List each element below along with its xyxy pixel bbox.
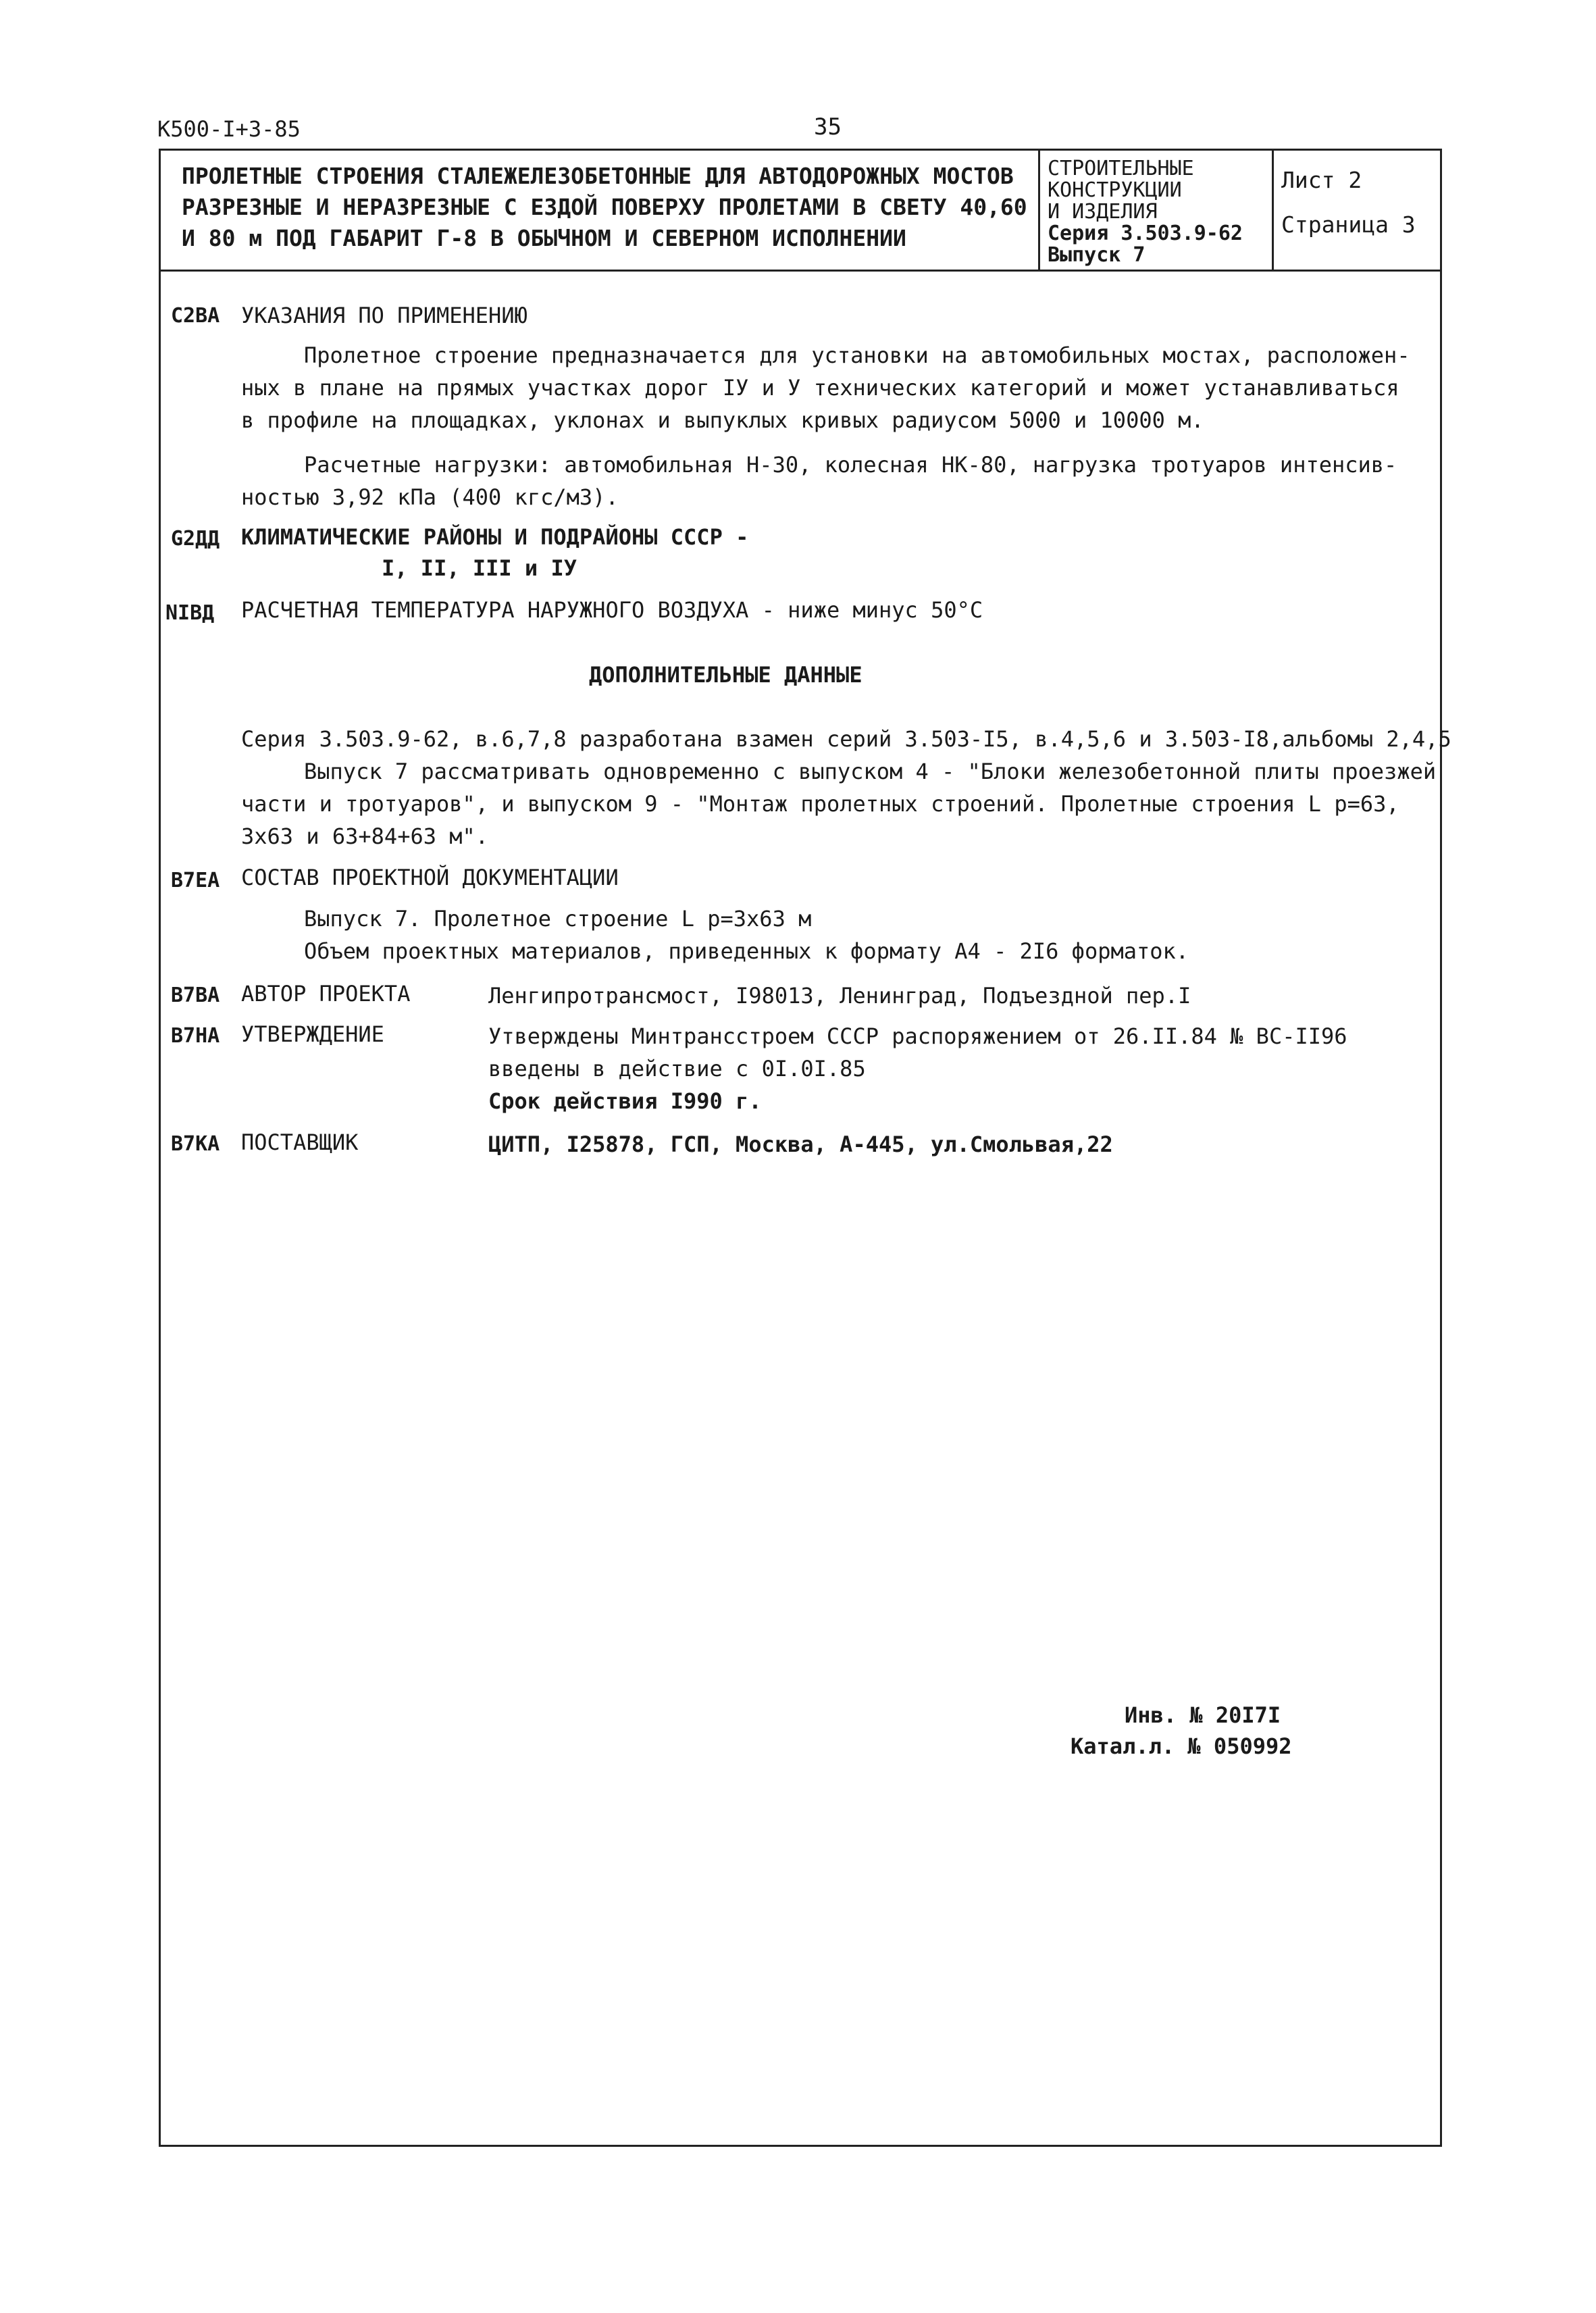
approval-line: Утверждены Минтрансстроем СССР распоряжением от 26.II.84 № ВС-II96 <box>488 1023 1347 1049</box>
temperature-text: РАСЧЕТНАЯ ТЕМПЕРАТУРА НАРУЖНОГО ВОЗДУХА - ниже минус 50°С <box>241 597 983 623</box>
title-line: И 80 м ПОД ГАБАРИТ Г-8 В ОБЫЧНОМ И СЕВЕРНОМ ИСПОЛНЕНИИ <box>182 225 906 251</box>
title-divider <box>1038 149 1040 272</box>
climate-heading: КЛИМАТИЧЕСКИЕ РАЙОНЫ И ПОДРАЙОНЫ СССР - <box>241 524 749 550</box>
section-code: В7НА <box>171 1024 220 1048</box>
issue-line: Выпуск 7 <box>1048 243 1145 267</box>
category-line: СТРОИТЕЛЬНЫЕ <box>1048 157 1194 180</box>
series-line: Серия 3.503.9-62 <box>1048 222 1243 245</box>
catalog-number: Катал.л. № 050992 <box>1071 1733 1292 1759</box>
author-value: Ленгипротрансмост, I98013, Ленинград, Подъездной пер.I <box>488 983 1191 1009</box>
application-paragraph: в профиле на площадках, уклонах и выпуклых кривых радиусом 5000 и 10000 м. <box>241 407 1204 433</box>
approval-label: УТВЕРЖДЕНИЕ <box>241 1021 384 1047</box>
category-line: КОНСТРУКЦИИ <box>1048 178 1182 202</box>
application-paragraph: ных в плане на прямых участках дорог IУ и У технических категорий и может устанавливаться <box>241 375 1399 401</box>
approval-line: Срок действия I990 г. <box>488 1088 762 1114</box>
section-code: В7КА <box>171 1132 220 1156</box>
title-line: РАЗРЕЗНЫЕ И НЕРАЗРЕЗНЫЕ С ЕЗДОЙ ПОВЕРХУ ПРОЛЕТАМИ В СВЕТУ 40,60 <box>182 194 1027 220</box>
sheet-block <box>1281 158 1416 247</box>
category-block <box>1048 158 1243 266</box>
section-code: В7ЕА <box>171 869 220 892</box>
supplier-label: ПОСТАВЩИК <box>241 1129 359 1155</box>
loads-paragraph: ностью 3,92 кПа (400 кгс/м3). <box>241 484 619 510</box>
document-code: К500-I+3-85 <box>157 116 301 142</box>
loads-paragraph: Расчетные нагрузки: автомобильная Н-30, колесная НК-80, нагрузка тротуаров интенсив- <box>304 452 1397 478</box>
title-block <box>159 149 1442 272</box>
section-code: G2ДД <box>171 527 220 551</box>
application-heading: УКАЗАНИЯ ПО ПРИМЕНЕНИЮ <box>241 303 527 328</box>
section-code: В7ВА <box>171 984 220 1007</box>
page-number: 35 <box>814 113 842 141</box>
application-paragraph: Пролетное строение предназначается для установки на автомобильных мостах, расположен- <box>304 342 1410 368</box>
author-label: АВТОР ПРОЕКТА <box>241 981 411 1007</box>
additional-line: Выпуск 7 рассматривать одновременно с выпуском 4 - "Блоки железобетонной плиты проезжей <box>304 759 1437 784</box>
supplier-value: ЦИТП, I25878, ГСП, Москва, А-445, ул.Смольвая,22 <box>488 1132 1113 1157</box>
sheet-page: Страница 3 <box>1281 211 1416 238</box>
composition-line: Выпуск 7. Пролетное строение L р=3х63 м <box>304 906 812 932</box>
composition-line: Объем проектных материалов, приведенных к формату А4 - 2I6 форматок. <box>304 938 1189 964</box>
additional-line: 3х63 и 63+84+63 м". <box>241 823 489 849</box>
document-title <box>182 161 1027 254</box>
title-divider <box>1272 149 1274 272</box>
sheet-number: Лист 2 <box>1281 167 1362 193</box>
category-line: И ИЗДЕЛИЯ <box>1048 200 1158 224</box>
climate-value: I, II, III и IУ <box>382 555 577 581</box>
additional-line: части и тротуаров", и выпуском 9 - "Монтаж пролетных строений. Пролетные строения L р=63, <box>241 791 1399 817</box>
composition-heading: СОСТАВ ПРОЕКТНОЙ ДОКУМЕНТАЦИИ <box>241 865 619 890</box>
additional-heading: ДОПОЛНИТЕЛЬНЫЕ ДАННЫЕ <box>589 662 863 688</box>
inventory-number: Инв. № 20I7I <box>1125 1702 1281 1728</box>
approval-line: введены в действие с 0I.0I.85 <box>488 1056 866 1082</box>
additional-line: Серия 3.503.9-62, в.6,7,8 разработана взамен серий 3.503-I5, в.4,5,6 и 3.503-I8,альбомы 2,4,5 <box>241 726 1451 752</box>
section-code: NIВД <box>165 601 215 625</box>
section-code: С2ВА <box>171 304 220 328</box>
title-line: ПРОЛЕТНЫЕ СТРОЕНИЯ СТАЛЕЖЕЛЕЗОБЕТОННЫЕ ДЛЯ АВТОДОРОЖНЫХ МОСТОВ <box>182 163 1014 189</box>
